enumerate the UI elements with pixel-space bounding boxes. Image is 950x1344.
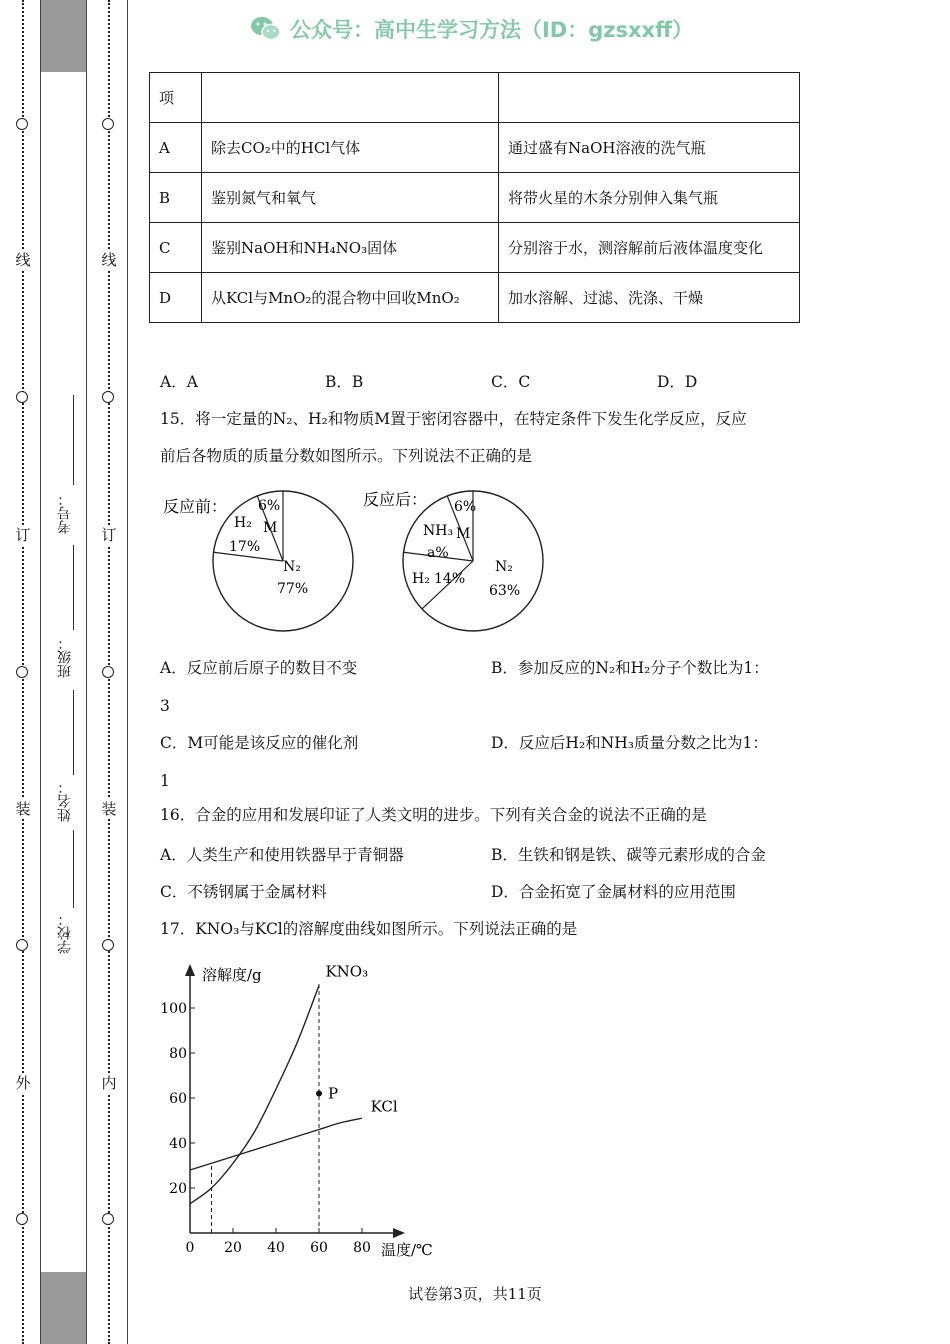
circle-mark (16, 391, 28, 403)
y-tick-label: 60 (169, 1091, 187, 1107)
pie-before-title: 反应前： (163, 497, 228, 516)
kcl-label: KCl (370, 1097, 398, 1116)
pie-slice-label: 17% (229, 539, 261, 555)
x-tick-label: 40 (267, 1240, 285, 1256)
solubility-chart (155, 958, 455, 1268)
table-cell-purpose: 除去CO₂中的HCl气体 (202, 123, 499, 173)
table-row (150, 73, 800, 123)
circle-mark (102, 118, 114, 130)
pie-slice-label: 14% (434, 571, 466, 587)
margin-line-1 (40, 0, 41, 1344)
q15-option-d[interactable]: D．反应后H₂和NH₃质量分数之比为1： (491, 734, 768, 752)
pie-slice-label: 63% (489, 583, 521, 599)
pie-slice-label: 77% (277, 581, 309, 597)
page-header (250, 12, 693, 46)
q15-option-d-cont: 1 (160, 772, 170, 790)
pie-slice-name: M (456, 526, 471, 542)
q15-option-b[interactable]: B．参加反应的N₂和H₂分子个数比为1： (491, 659, 769, 677)
table-header-cell (499, 73, 800, 123)
table-cell-method: 通过盛有NaOH溶液的洗气瓶 (499, 123, 800, 173)
table-row (150, 223, 800, 273)
point-p (316, 1091, 322, 1097)
y-axis-label: 溶解度/g (202, 966, 262, 984)
pie-slice-name: N₂ (283, 559, 301, 575)
q16-option-c[interactable]: C．不锈钢属于金属材料 (160, 883, 327, 901)
class-field[interactable] (73, 545, 74, 630)
y-tick-label: 80 (169, 1046, 187, 1062)
q15-option-b-cont: 3 (160, 697, 170, 715)
table-cell-method: 分别溶于水，测溶解前后液体温度变化 (499, 223, 800, 273)
pie-slice-name: H₂ (234, 515, 252, 531)
circle-mark (16, 118, 28, 130)
table-header-cell (202, 73, 499, 123)
header-text: 公众号：高中生学习方法（ID：gzsxxff） (290, 18, 694, 42)
wechat-icon (250, 15, 282, 43)
binding-char-ding: 订 (15, 526, 31, 544)
binding-char-ding-inner: 订 (101, 526, 117, 544)
pie-slice-name: N₂ (495, 559, 513, 575)
point-p-label: P (328, 1084, 339, 1103)
q15-stem-line2: 前后各物质的质量分数如图所示。下列说法不正确的是 (160, 447, 533, 465)
pie-before (213, 491, 353, 631)
pie-after (403, 491, 543, 631)
pie-slice-name: M (263, 520, 278, 536)
table-cell-purpose: 鉴别NaOH和NH₄NO₃固体 (202, 223, 499, 273)
x-tick-label: 80 (353, 1240, 371, 1256)
margin-line-3 (127, 0, 128, 1344)
gray-bar-top (41, 0, 86, 72)
y-tick-label: 100 (160, 1001, 187, 1017)
table-cell-id: A (150, 123, 202, 173)
x-axis-label: 温度/℃ (381, 1241, 433, 1259)
q16-stem: 16．合金的应用和发展印证了人类文明的进步。下列有关合金的说法不正确的是 (160, 806, 707, 824)
exam-number-label: 考号： (57, 492, 73, 534)
table-cell-purpose: 鉴别氮气和氧气 (202, 173, 499, 223)
x-tick-label: 20 (224, 1240, 242, 1256)
binding-char-xian-inner: 线 (101, 251, 117, 269)
name-label: 姓名： (57, 780, 73, 822)
pie-slice-name: NH₃ (423, 523, 454, 539)
q16-option-a[interactable]: A．人类生产和使用铁器早于青铜器 (160, 846, 404, 864)
pie-slice-label: a% (427, 545, 449, 561)
x-tick-label: 60 (310, 1240, 328, 1256)
q14-option-b[interactable]: B．B (325, 373, 364, 391)
pie-slice-label: 6% (454, 499, 477, 515)
q14-option-a[interactable]: A．A (160, 373, 198, 391)
school-field[interactable] (73, 830, 74, 908)
q15-stem-line1: 15．将一定量的N₂、H₂和物质M置于密闭容器中，在特定条件下发生化学反应，反应 (160, 410, 747, 428)
x-axis-arrow (393, 1228, 405, 1238)
pie-charts (155, 485, 575, 640)
circle-mark (16, 939, 28, 951)
margin-line-2 (86, 0, 87, 1344)
y-axis-arrow (185, 964, 195, 976)
x-tick-label: 0 (185, 1240, 195, 1256)
binding-char-wai: 外 (15, 1074, 31, 1092)
solubility-plot (160, 963, 433, 1260)
name-field[interactable] (73, 690, 74, 775)
kno3-label: KNO₃ (325, 962, 369, 981)
q15-option-a[interactable]: A．反应前后原子的数目不变 (160, 659, 358, 677)
pie-slice-label: 6% (258, 498, 281, 514)
table-cell-method: 加水溶解、过滤、洗涤、干燥 (499, 273, 800, 323)
circle-mark (16, 666, 28, 678)
table-cell-purpose: 从KCl与MnO₂的混合物中回收MnO₂ (202, 273, 499, 323)
school-label: 学校： (57, 912, 73, 954)
q15-option-c[interactable]: C．M可能是该反应的催化剂 (160, 734, 359, 752)
circle-mark (16, 1213, 28, 1225)
binding-char-zhuang-inner: 装 (101, 800, 117, 818)
kcl-curve (190, 1118, 362, 1170)
q16-option-b[interactable]: B．生铁和钢是铁、碳等元素形成的合金 (491, 846, 766, 864)
binding-char-zhuang: 装 (15, 800, 31, 818)
circle-mark (102, 939, 114, 951)
kno3-curve (190, 986, 319, 1204)
q17-stem: 17．KNO₃与KCl的溶解度曲线如图所示。下列说法正确的是 (160, 920, 578, 938)
page-footer: 试卷第3页，共11页 (408, 1285, 542, 1303)
table-row (150, 123, 800, 173)
pie-after-title: 反应后： (363, 490, 428, 509)
table-row (150, 173, 800, 223)
q14-option-d[interactable]: D．D (657, 373, 698, 391)
binding-char-nei: 内 (101, 1074, 117, 1092)
pie-slice-name: H₂ (412, 571, 430, 587)
binding-char-xian: 线 (15, 251, 31, 269)
q14-option-c[interactable]: C．C (491, 373, 531, 391)
exam-number-field[interactable] (73, 395, 74, 485)
circle-mark (102, 666, 114, 678)
table-cell-method: 将带火星的木条分别伸入集气瓶 (499, 173, 800, 223)
table-cell-id: C (150, 223, 202, 273)
circle-mark (102, 1213, 114, 1225)
table-cell-id: B (150, 173, 202, 223)
circle-mark (102, 391, 114, 403)
q16-option-d[interactable]: D．合金拓宽了金属材料的应用范围 (491, 883, 736, 901)
class-label: 班级： (57, 636, 73, 678)
options-table (149, 72, 800, 323)
y-tick-label: 20 (169, 1181, 187, 1197)
table-header-cell: 项 (150, 73, 202, 123)
y-tick-label: 40 (169, 1136, 187, 1152)
table-cell-id: D (150, 273, 202, 323)
table-row (150, 273, 800, 323)
